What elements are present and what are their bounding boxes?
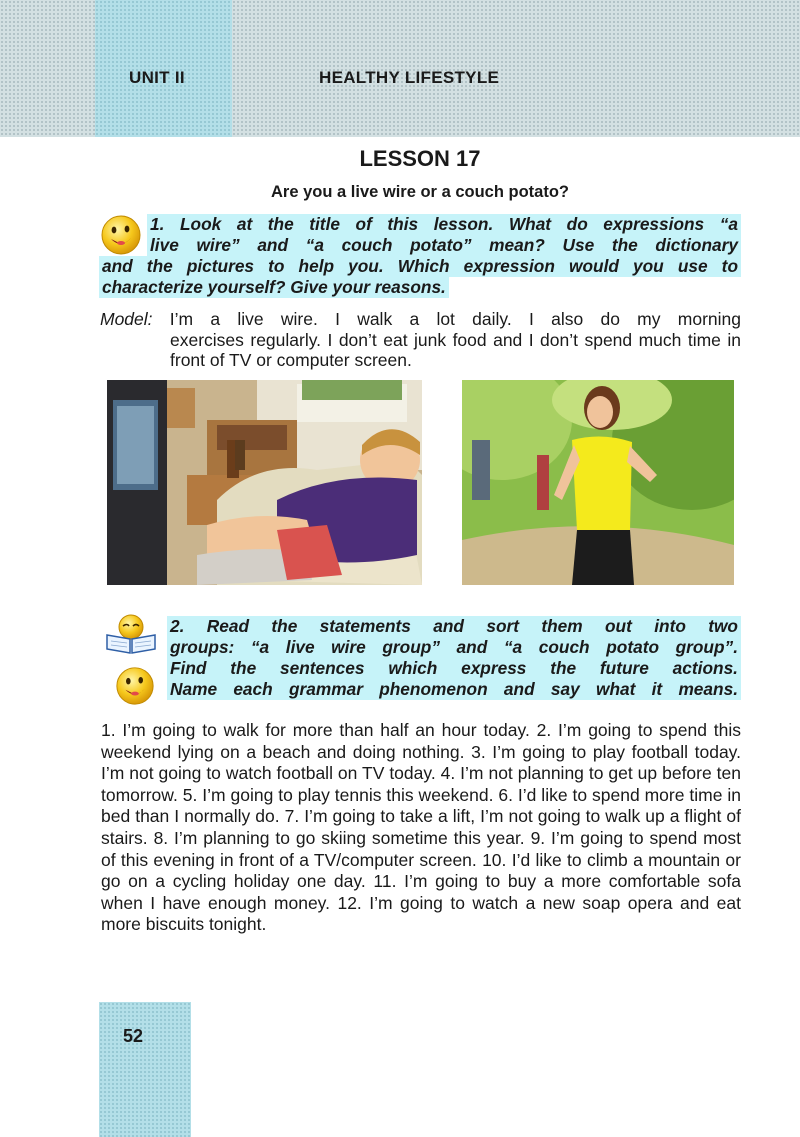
speaking-smiley-icon	[114, 664, 156, 706]
model-first-line: I’m a live wire. I walk a lot daily. I also do my morning	[152, 309, 741, 329]
unit-label: UNIT II	[129, 68, 185, 87]
task-1-line: characterize yourself? Give your reasons.	[99, 277, 449, 298]
model-label: Model:	[100, 309, 153, 329]
task-2-line: 2. Read the statements and sort them out into two	[167, 616, 741, 637]
task-1-instructions	[99, 214, 741, 298]
lesson-title: LESSON 17	[359, 146, 481, 171]
lesson-subtitle: Are you a live wire or a couch potato?	[271, 183, 569, 201]
topic-label: HEALTHY LIFESTYLE	[319, 68, 500, 87]
task-1-line: and the pictures to help you. Which expression would you use to	[99, 256, 741, 277]
task-2-instructions	[167, 616, 741, 700]
task-2-line: groups: “a live wire group” and “a couch potato group”.	[167, 637, 741, 658]
statements-paragraph: 1. I’m going to walk for more than half an hour today. 2. I’m going to spend this weekend lying on a beach and doing nothing. 3. I’m going to play football today. I’m not going to watch football on TV today. 4. I’m not planning to get up before ten tomorrow. 5. I’m going to play tennis this weekend. 6. I’d like to spend more time in bed than I normally do. 7. I’m going to take a lift, I’m not going to walk up a flight of stairs. 8. I’m planning to go skiing sometime this year. 9. I’m going to spend most of this evening in front of a TV/computer screen. 10. I’d like to climb a mountain or go on a cycling holiday one day. 11. I’m going to buy a more comfortable sofa when I have enough money. 12. I’m going to watch a new soap opera and eat more biscuits tonight.	[101, 720, 741, 935]
reading-book-icon	[103, 613, 159, 655]
model-continuation: exercises regularly. I don’t eat junk food and I don’t spend much time in front of TV or computer screen.	[170, 329, 741, 370]
page-number: 52	[123, 1026, 144, 1046]
task-1-line: live wire” and “a couch potato” mean? Use the dictionary	[147, 235, 741, 256]
page-number-tab	[99, 1002, 191, 1137]
task-2-line: Name each grammar phenomenon and say what it means.	[167, 679, 741, 700]
task-2-line: Find the sentences which express the future actions.	[167, 658, 741, 679]
task-1-line: 1. Look at the title of this lesson. What do expressions “a	[147, 214, 741, 235]
live-wire-runner-photo	[462, 380, 734, 585]
couch-potato-photo	[107, 380, 422, 585]
model-answer	[100, 309, 741, 371]
